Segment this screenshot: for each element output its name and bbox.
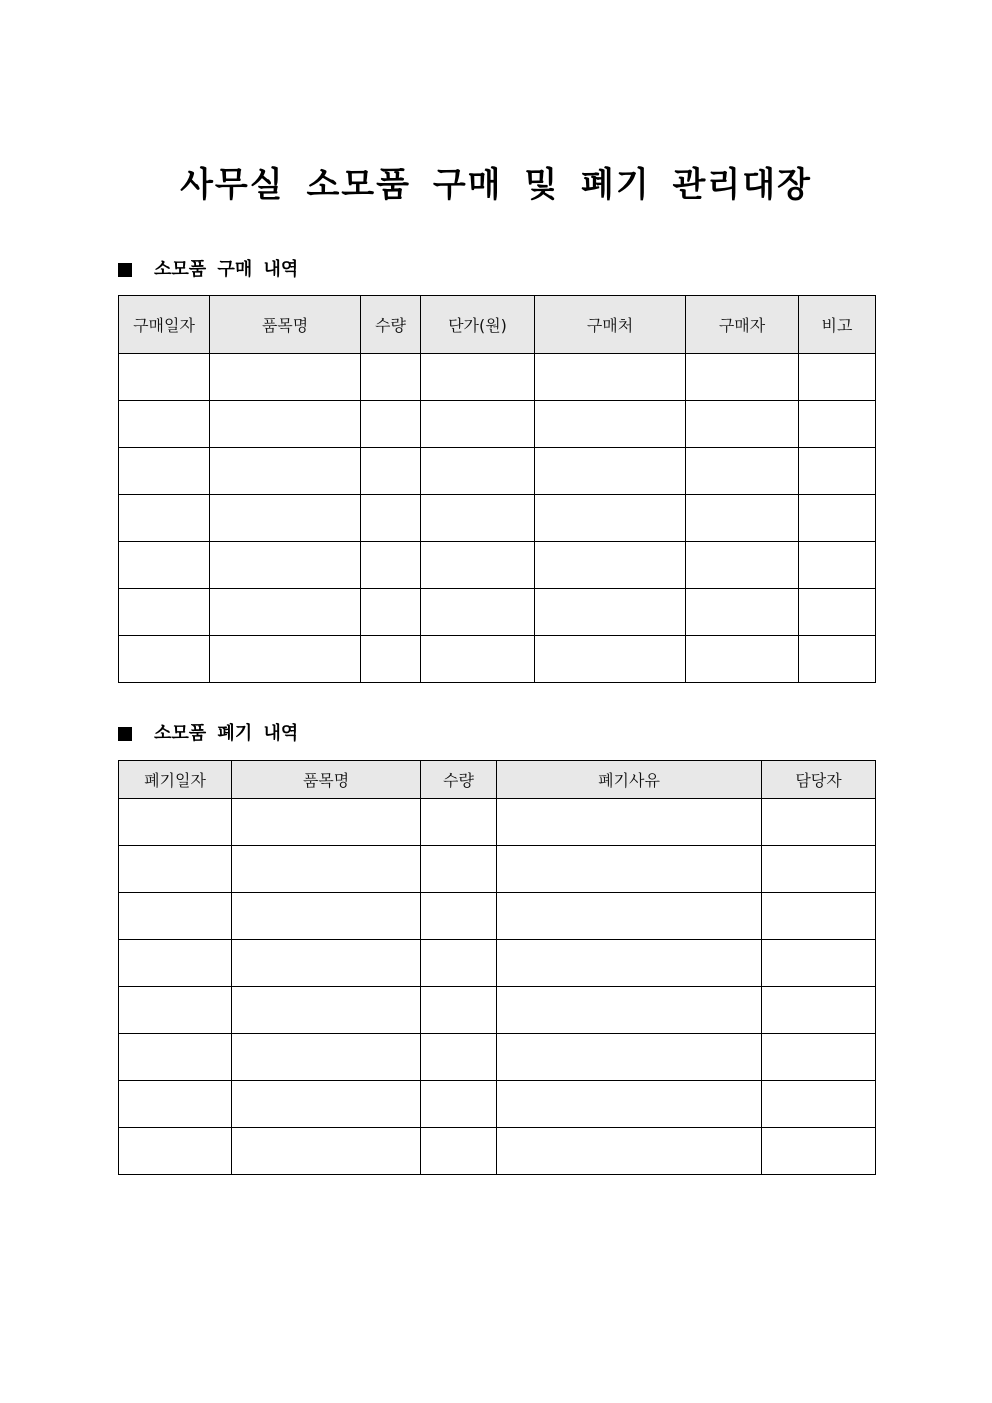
- table-row: [119, 401, 876, 448]
- disposal-section-heading: [118, 722, 298, 746]
- table-cell[interactable]: [762, 987, 876, 1034]
- col-vendor: 구매처: [535, 296, 686, 354]
- table-cell[interactable]: [210, 542, 361, 589]
- table-cell[interactable]: [119, 1081, 232, 1128]
- table-cell[interactable]: [119, 448, 210, 495]
- table-cell[interactable]: [762, 846, 876, 893]
- table-row: [119, 1034, 876, 1081]
- table-row: [119, 846, 876, 893]
- col-item-name: 품목명: [210, 296, 361, 354]
- table-cell[interactable]: [421, 940, 497, 987]
- col-disposal-reason: 폐기사유: [497, 761, 762, 799]
- table-cell[interactable]: [421, 1081, 497, 1128]
- table-cell[interactable]: [119, 846, 232, 893]
- table-cell[interactable]: [361, 354, 421, 401]
- table-row: [119, 542, 876, 589]
- table-cell[interactable]: [497, 799, 762, 846]
- table-cell[interactable]: [535, 589, 686, 636]
- table-cell[interactable]: [361, 636, 421, 683]
- table-cell[interactable]: [762, 893, 876, 940]
- table-cell[interactable]: [497, 1081, 762, 1128]
- table-cell[interactable]: [497, 846, 762, 893]
- disposal-header-row: [119, 761, 876, 799]
- table-cell[interactable]: [421, 354, 535, 401]
- col-quantity: 수량: [421, 761, 497, 799]
- col-item-name: 품목명: [232, 761, 421, 799]
- table-row: [119, 636, 876, 683]
- table-cell[interactable]: [421, 589, 535, 636]
- table-cell[interactable]: [119, 401, 210, 448]
- col-remarks: 비고: [799, 296, 876, 354]
- table-cell[interactable]: [762, 799, 876, 846]
- table-cell[interactable]: [799, 401, 876, 448]
- table-cell[interactable]: [421, 987, 497, 1034]
- table-cell[interactable]: [119, 495, 210, 542]
- table-cell[interactable]: [497, 940, 762, 987]
- table-cell[interactable]: [119, 940, 232, 987]
- disposal-section-title: 소모품 폐기 내역: [154, 723, 299, 744]
- table-row: [119, 940, 876, 987]
- table-cell[interactable]: [762, 1128, 876, 1175]
- table-cell[interactable]: [361, 401, 421, 448]
- purchase-header-row: [119, 296, 876, 354]
- table-cell[interactable]: [762, 1034, 876, 1081]
- table-row: [119, 799, 876, 846]
- table-row: [119, 354, 876, 401]
- table-cell[interactable]: [421, 846, 497, 893]
- table-cell[interactable]: [686, 542, 799, 589]
- table-cell[interactable]: [421, 799, 497, 846]
- table-cell[interactable]: [210, 448, 361, 495]
- table-cell[interactable]: [119, 589, 210, 636]
- table-cell[interactable]: [535, 448, 686, 495]
- table-cell[interactable]: [686, 448, 799, 495]
- table-cell[interactable]: [799, 495, 876, 542]
- purchase-section-title: 소모품 구매 내역: [154, 259, 299, 280]
- table-cell[interactable]: [497, 987, 762, 1034]
- table-cell[interactable]: [119, 799, 232, 846]
- col-quantity: 수량: [361, 296, 421, 354]
- table-cell[interactable]: [210, 401, 361, 448]
- table-cell[interactable]: [421, 495, 535, 542]
- col-person-in-charge: 담당자: [762, 761, 876, 799]
- col-disposal-date: 폐기일자: [119, 761, 232, 799]
- table-cell[interactable]: [210, 589, 361, 636]
- table-cell[interactable]: [232, 799, 421, 846]
- table-cell[interactable]: [497, 1128, 762, 1175]
- table-cell[interactable]: [119, 987, 232, 1034]
- table-cell[interactable]: [421, 893, 497, 940]
- table-cell[interactable]: [232, 940, 421, 987]
- table-cell[interactable]: [232, 846, 421, 893]
- table-cell[interactable]: [497, 893, 762, 940]
- table-cell[interactable]: [686, 589, 799, 636]
- table-cell[interactable]: [210, 636, 361, 683]
- table-cell[interactable]: [232, 1034, 421, 1081]
- table-row: [119, 495, 876, 542]
- table-row: [119, 1128, 876, 1175]
- table-cell[interactable]: [686, 354, 799, 401]
- table-cell[interactable]: [421, 401, 535, 448]
- table-cell[interactable]: [535, 401, 686, 448]
- table-row: [119, 1081, 876, 1128]
- table-cell[interactable]: [686, 401, 799, 448]
- table-cell[interactable]: [421, 542, 535, 589]
- table-cell[interactable]: [361, 448, 421, 495]
- table-cell[interactable]: [535, 495, 686, 542]
- table-cell[interactable]: [497, 1034, 762, 1081]
- table-cell[interactable]: [762, 940, 876, 987]
- table-row: [119, 448, 876, 495]
- square-bullet-icon: [118, 263, 132, 277]
- table-cell[interactable]: [535, 542, 686, 589]
- disposal-table: [118, 760, 876, 1175]
- table-cell[interactable]: [119, 354, 210, 401]
- document-title: 사무실 소모품 구매 및 폐기 관리대장: [180, 165, 812, 205]
- table-cell[interactable]: [799, 354, 876, 401]
- col-purchaser: 구매자: [686, 296, 799, 354]
- table-cell[interactable]: [686, 636, 799, 683]
- table-row: [119, 893, 876, 940]
- table-cell[interactable]: [421, 636, 535, 683]
- table-cell[interactable]: [119, 542, 210, 589]
- purchase-table: [118, 295, 876, 683]
- table-cell[interactable]: [361, 495, 421, 542]
- table-cell[interactable]: [799, 589, 876, 636]
- table-cell[interactable]: [421, 448, 535, 495]
- table-cell[interactable]: [535, 354, 686, 401]
- table-cell[interactable]: [119, 1034, 232, 1081]
- table-cell[interactable]: [232, 893, 421, 940]
- table-cell[interactable]: [119, 636, 210, 683]
- table-cell[interactable]: [232, 1081, 421, 1128]
- table-cell[interactable]: [686, 495, 799, 542]
- table-cell[interactable]: [232, 987, 421, 1034]
- table-cell[interactable]: [210, 495, 361, 542]
- table-cell[interactable]: [361, 589, 421, 636]
- table-cell[interactable]: [799, 542, 876, 589]
- table-cell[interactable]: [799, 448, 876, 495]
- table-cell[interactable]: [361, 542, 421, 589]
- table-row: [119, 589, 876, 636]
- table-cell[interactable]: [799, 636, 876, 683]
- table-cell[interactable]: [762, 1081, 876, 1128]
- table-row: [119, 987, 876, 1034]
- col-purchase-date: 구매일자: [119, 296, 210, 354]
- table-cell[interactable]: [119, 893, 232, 940]
- table-cell[interactable]: [421, 1128, 497, 1175]
- table-cell[interactable]: [421, 1034, 497, 1081]
- col-unit-price: 단가(원): [421, 296, 535, 354]
- purchase-section-heading: [118, 258, 298, 282]
- square-bullet-icon: [118, 727, 132, 741]
- table-cell[interactable]: [535, 636, 686, 683]
- table-cell[interactable]: [232, 1128, 421, 1175]
- table-cell[interactable]: [119, 1128, 232, 1175]
- table-cell[interactable]: [210, 354, 361, 401]
